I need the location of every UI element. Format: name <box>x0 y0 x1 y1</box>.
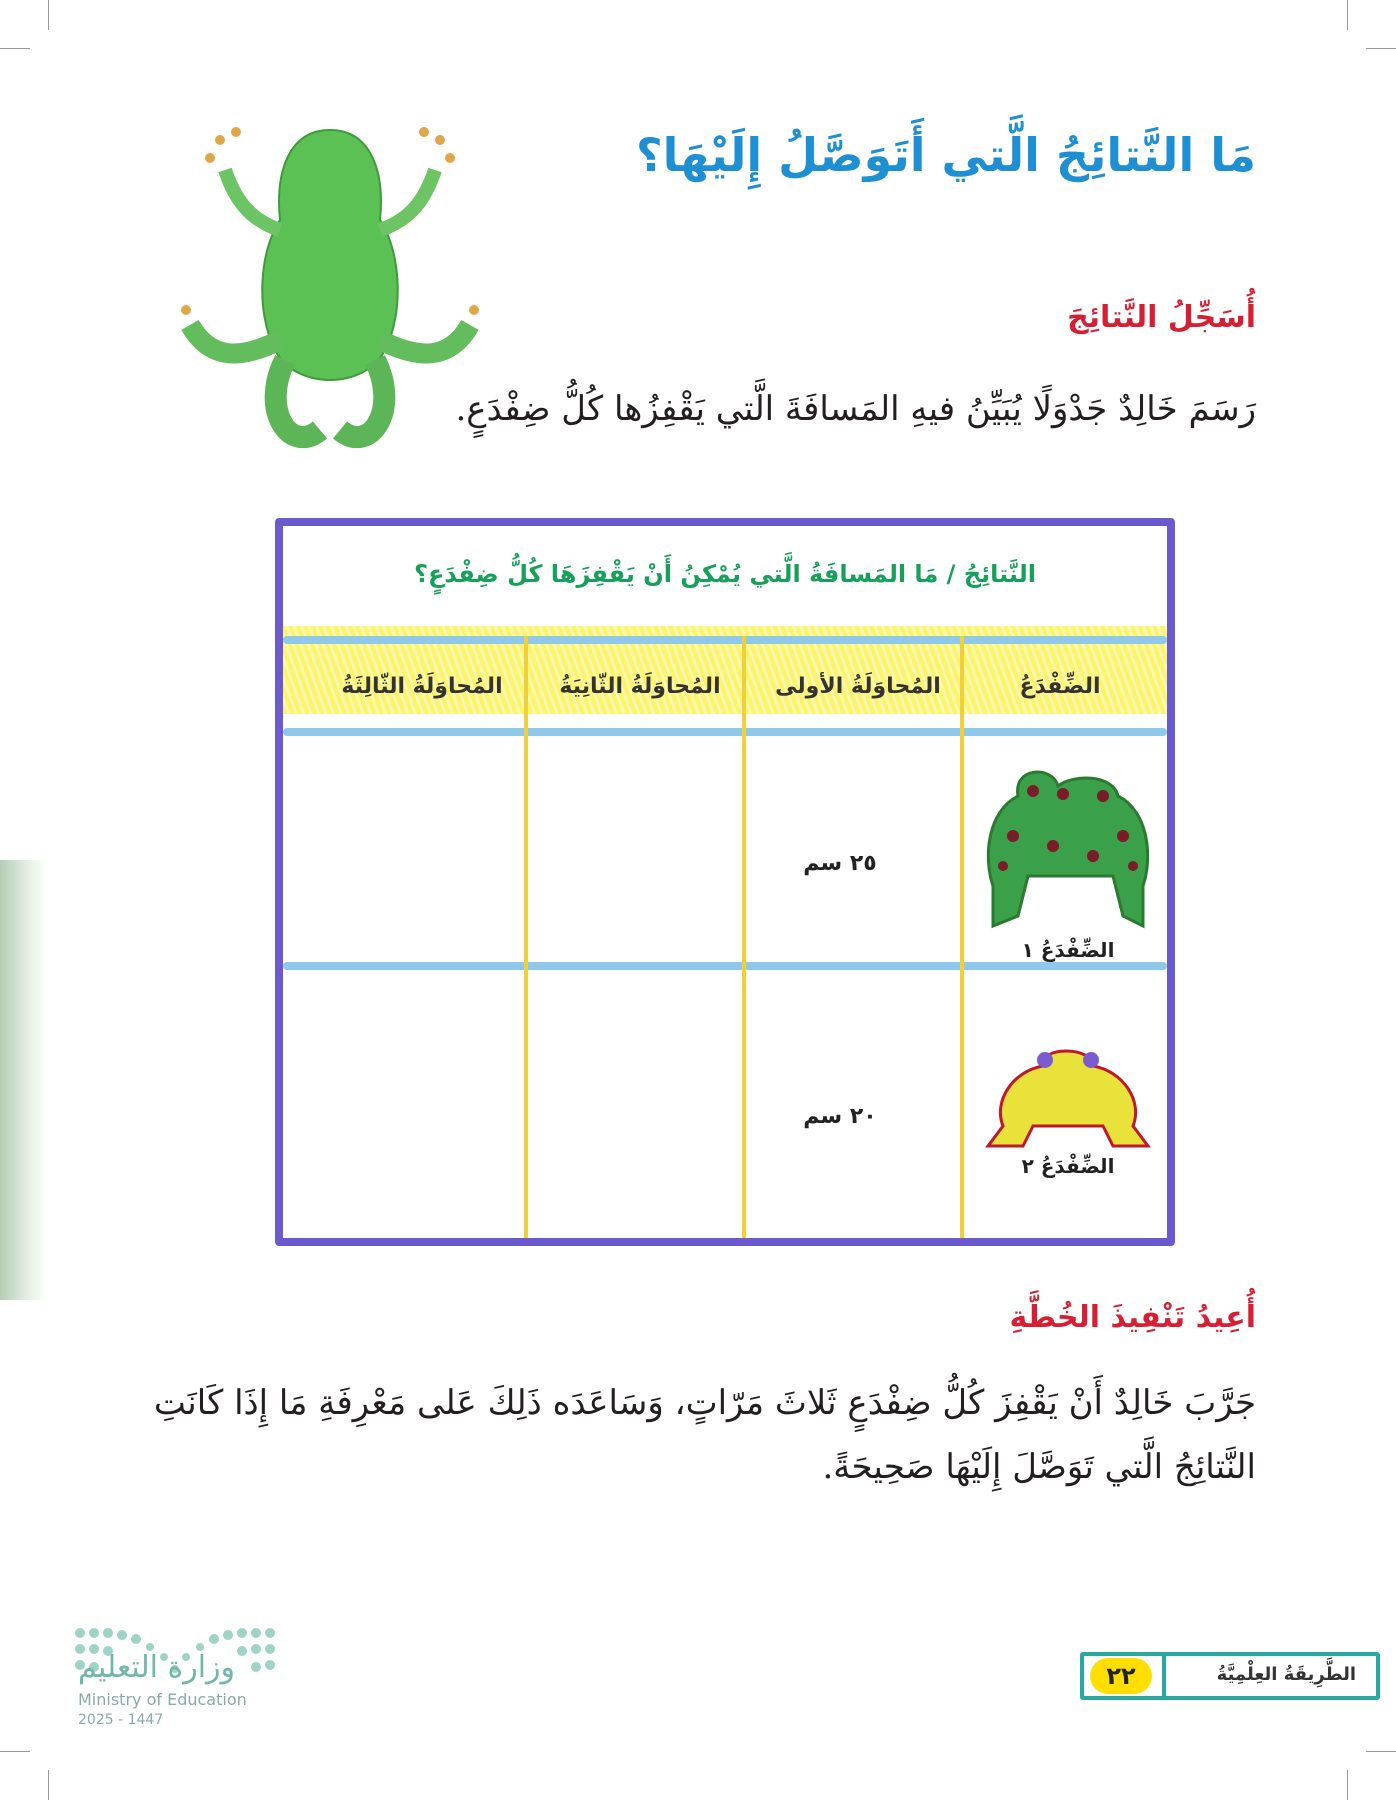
footer-chapter-tab <box>1080 1652 1380 1700</box>
frog-photo <box>180 110 480 460</box>
repeat-paragraph-line-2: النَّتائِجُ الَّتي تَوَصَّلَ إِلَيْهَا صَحِيحَةً. <box>822 1447 1256 1487</box>
repeat-paragraph-line-1: جَرَّبَ خَالِدٌ أَنْ يَقْفِزَ كُلُّ ضِفْدَعٍ ثَلاثَ مَرّاتٍ، وَسَاعَدَه ذَلِكَ عَلى مَعْرِفَةِ مَا إِذَا كَانَتِ <box>153 1383 1256 1423</box>
crop-mark <box>0 48 30 49</box>
ministry-name-english: Ministry of Education <box>78 1690 247 1709</box>
repeat-plan-heading: أُعِيدُ تَنْفِيذَ الخُطَّةِ <box>1009 1300 1256 1335</box>
header-third-attempt: المُحاوَلَةُ الثّالِثَةُ <box>341 674 503 699</box>
intro-paragraph: رَسَمَ خَالِدٌ جَدْوَلًا يُبَيِّنُ فيهِ المَسافَةَ الَّتي يَقْفِزُها كُلُّ ضِفْدَعٍ. <box>455 389 1256 429</box>
frog-label-2: الضِّفْدَعُ ٢ <box>1021 1154 1115 1178</box>
header-second-attempt: المُحاوَلَةُ الثّانِيَةُ <box>559 674 721 699</box>
results-table <box>275 518 1175 1246</box>
crop-mark <box>1347 1770 1348 1800</box>
table-column-line <box>524 636 528 1238</box>
frog-drawing-2 <box>983 1046 1153 1166</box>
edition-year: 2025 - 1447 <box>78 1712 164 1728</box>
frog-label-1: الضِّفْدَعُ ١ <box>1021 938 1115 962</box>
crop-mark <box>1347 0 1348 30</box>
table-column-line <box>960 636 964 1238</box>
page-title: مَا النَّتائِجُ الَّتي أَتَوَصَّلُ إِلَيْهَا؟ <box>636 128 1256 182</box>
frog-1-first-attempt: ٢٥ سم <box>803 851 877 876</box>
page-number: ٢٢ <box>1090 1658 1152 1694</box>
crop-mark <box>1366 1751 1396 1752</box>
frog-2-first-attempt: ٢٠ سم <box>803 1104 877 1129</box>
footer-divider <box>1162 1656 1166 1696</box>
table-caption: النَّتائِجُ / مَا المَسافَةُ الَّتي يُمْكِنُ أَنْ يَقْفِزَهَا كُلُّ ضِفْدَعٍ؟ <box>414 560 1036 588</box>
page-edge-shadow <box>0 860 48 1300</box>
crop-mark <box>1366 48 1396 49</box>
crop-mark <box>48 1770 49 1800</box>
crop-mark <box>0 1751 30 1752</box>
table-divider <box>283 962 1167 970</box>
frog-drawing-1 <box>973 766 1163 936</box>
table-column-line <box>742 636 746 1238</box>
chapter-title: الطَّرِيقَةُ العِلْمِيَّةُ <box>1216 1664 1356 1685</box>
header-first-attempt: المُحاوَلَةُ الأولى <box>775 674 941 699</box>
crop-mark <box>48 0 49 30</box>
ministry-name-arabic: وزارة التعليم <box>78 1650 236 1685</box>
record-results-heading: أُسَجِّلُ النَّتائِجَ <box>1067 300 1256 335</box>
table-divider <box>283 728 1167 736</box>
header-frog: الضِّفْدَعُ <box>1019 674 1101 699</box>
table-divider <box>283 636 1167 644</box>
